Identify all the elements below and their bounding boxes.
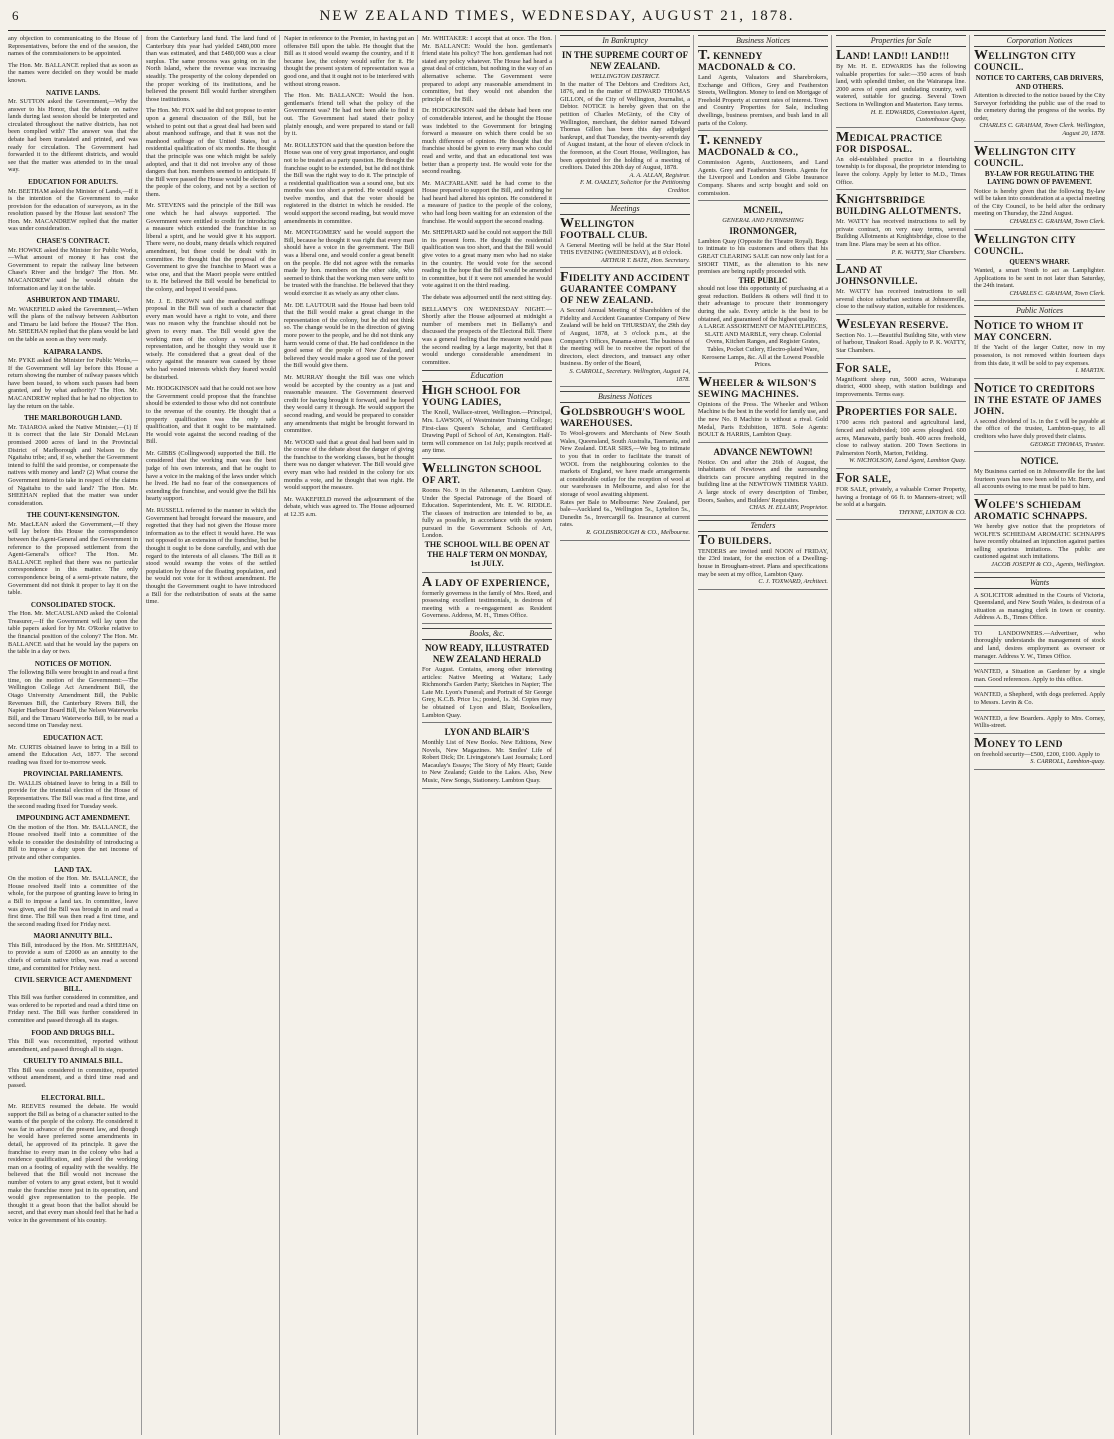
- ad-signature: CHARLES C. GRAHAM, Town Clerk. Wellington, August 20, 1878.: [979, 122, 1105, 137]
- ad-body: A LARGE ASSORTMENT OF MANTELPIECES, SLATE AND MARBLE, very cheap. Colonial Ovens, Kitchen Ranges, and Register Grates, Tables, Pocket Cutlery, Electro-plated Ware, Kerosene Lamps, &c. All at the Lowest Possible Prices.: [698, 323, 828, 369]
- advertisement: [836, 473, 966, 520]
- column-8: [974, 35, 1106, 1435]
- advertisement: [698, 374, 828, 443]
- ad-title: TO BUILDERS.: [698, 532, 772, 548]
- ad-subtitle: NOTICE TO CARTERS, CAB DRIVERS, AND OTHERS.: [975, 74, 1104, 91]
- paragraph: This Bill was recommitted, reported without amendment, and passed through all its stages.: [8, 1038, 138, 1053]
- advertisement: [836, 50, 966, 128]
- ad-title: NOTICE TO CREDITORS IN THE ESTATE OF JAMES JOHN.: [974, 380, 1102, 417]
- subhead: FOOD AND DRUGS BILL.: [31, 1028, 115, 1037]
- ad-body: My Business carried on in Johnsonville for the last fourteen years has now been sold to Mr. Berry, and all accounts owing to me must be paid to him.: [974, 468, 1105, 491]
- paragraph: Mr. J. E. BROWN said the manhood suffrage proposal in the Bill was of such a character that every man would have a right to vote, and there was no reason why the franchise should not be given to every man. The Bill would give the working men of the colony a voice in the representation, and he thought they would use it wisely. He considered that a great deal of the outcry against the measure was caused by those who had vested interests which they feared would be disturbed.: [146, 297, 276, 381]
- ad-body: Mr. WATTY has received instructions to sell by private contract, on very easy terms, several Building Allotments at Knightsbridge, close to the tram line. Plans may be seen at his office.: [836, 218, 966, 248]
- paragraph: This Bill was considered in committee, reported without amendment, and a third time read and passed.: [8, 1066, 138, 1089]
- ad-body: An old-established practice in a flourishing township is for disposal, the proprietor intending to leave the colony. Apply by letter to M.D., Times Office.: [836, 155, 966, 186]
- ad-signature: S. CARROLL, Secretary. Wellington, August 14, 1878.: [569, 368, 690, 383]
- section-header-public-notices: Public Notices: [974, 305, 1105, 317]
- subhead: CIVIL SERVICE ACT AMENDMENT BILL.: [14, 976, 132, 993]
- column-2: [146, 35, 280, 1435]
- ad-announcement: THE SCHOOL WILL BE OPEN AT THE HALF TERM ON MONDAY, 1st JULY.: [424, 540, 550, 569]
- advertisement: [422, 460, 552, 573]
- ad-signature: GEORGE THOMAS, Trustee.: [1030, 440, 1105, 448]
- ad-body: Notice. On and after the 26th of August, the inhabitants of Newtown and the surrounding districts can procure anything required in the building line at the NEWTOWN TIMBER YARD. A large stock of every description of Timber, Doors, Sashes, and Builders' Requisites.: [698, 458, 828, 504]
- paragraph: Mr. SHEPHARD said he could not support the Bill in its present form. He thought the residential qualification was too short, and that the Bill would give votes to a great many men who had no stake in the country. He would vote for the second reading in the hope that the Bill would be amended in committee, but if it were not amended he would vote against it on the third reading.: [422, 229, 552, 290]
- ad-body: Attention is directed to the notice issued by the City Surveyor forbidding the public use of the road to the cemetery during the progress of the works. By order,: [974, 92, 1105, 122]
- section-header-tenders: Tenders: [698, 520, 828, 532]
- paragraph: Mr. WHITAKER: I accept that at once. The Hon. Mr. BALLANCE: Would the hon. gentleman's friend state his policy? The hon. gentleman had not stated any policy whatever. The House had heard a great deal of criticism, but nothing in the way of an alternative scheme. The Government were prepared to adopt any reasonable amendment in committee, but they would not abandon the principle of the Bill.: [422, 35, 552, 103]
- ad-signature: H. E. EDWARDS, Commission Agent, Customhouse Quay.: [870, 108, 966, 124]
- ad-announcement: THE PUBLIC: [738, 275, 788, 285]
- paragraph: Napier in reference to the Premier, in having put an offensive Bill upon the table. He thought that the Bill as it stood would swamp the country, and if it became law, the colony would suffer for it. He thought the present system of representation was a good one, and that it ought not to be interfered with without strong reason.: [284, 35, 414, 88]
- ad-body: Opinions of the Press. The Wheeler and Wilson Machine is the best in the world for family use, and the new No. 8 Machine is without a rival. Gold Medal, Paris Exhibition, 1878. Sole Agents: BOULT & HARRIS, Lambton Quay.: [698, 400, 828, 439]
- ad-subtitle: QUEEN'S WHARF.: [1009, 257, 1070, 266]
- paragraph: Dr. WALLIS obtained leave to bring in a Bill to provide for the triennial election of the House of Representatives. The Bill was read a first time, and the second reading fixed for Tuesday week.: [8, 779, 138, 810]
- advertisement: [560, 215, 690, 269]
- advertisement: [698, 447, 828, 516]
- subhead: NOTICES OF MOTION.: [34, 659, 112, 668]
- paragraph: This Bill was further considered in committee, and was ordered to be reported and read a third time on Friday next. The Bill was further considered in committee and passed through all its stages.: [8, 994, 138, 1024]
- advertisement: [698, 532, 828, 590]
- paragraph: Mr. MACFARLANE said he had come to the House prepared to support the Bill, and nothing he had heard had altered his opinion. He considered it a measure of justice to the people of the colony, who had long been waiting for an extension of the franchise. He would support the second reading.: [422, 179, 552, 225]
- ad-signature: A. A. ALLAN, Registrar.: [629, 171, 690, 179]
- advertisement: [974, 456, 1105, 495]
- ad-title: FIDELITY AND ACCIDENT GUARANTEE COMPANY OF NEW ZEALAND.: [560, 270, 690, 307]
- ad-body: FOR SALE, privately, a valuable Corner Property, having a frontage of 66 ft. to Manners-street; will be sold at a bargain.: [836, 486, 966, 509]
- paper-title: NEW ZEALAND TIMES, WEDNESDAY, AUGUST 21, 1878.: [319, 8, 795, 24]
- paragraph: Mr. WOOD said that a great deal had been said in the course of the debate about the danger of giving the franchise to the working classes, but he thought there was no danger whatever. The Bill would give every man who had resided in the colony for six months a vote, and he thought that was right. He would support the measure.: [284, 438, 414, 492]
- advertisement: [422, 574, 552, 624]
- ad-display-title: LYON AND BLAIR'S: [444, 727, 530, 738]
- advertisement: [974, 630, 1105, 664]
- section-header-properties: Properties for Sale: [836, 35, 966, 47]
- ad-body: Lambton Quay (Opposite the Theatre Royal). Begs to intimate to his customers and others that his GREAT CLEARING SALE can now only last for a SHORT TIME, as the alteration to his new premises are being rapidly proceeded with.: [698, 237, 829, 276]
- ad-body: WANTED, a few Boarders. Apply to Mrs. Corney, Willis-street.: [974, 714, 1105, 730]
- ad-title: KNIGHTSBRIDGE BUILDING ALLOTMENTS.: [836, 192, 962, 218]
- ad-title: FOR SALE,: [836, 360, 892, 376]
- ad-body: on freehold security—£500, £200, £100. Apply to: [974, 750, 1100, 758]
- paragraph: Mr. DE LAUTOUR said the House had been told that the Bill would make a great change in the representation of the colony, but he did not think so. The change would be in the direction of giving more power to the people, and he did not think any harm would come of that. He had confidence in the good sense of the people of New Zealand, and believed they would make a good use of the power the Bill would give them.: [284, 301, 414, 370]
- subhead: EDUCATION ACT.: [43, 734, 103, 743]
- paragraph: Mr. STEVENS said the principle of the Bill was one which he had always supported. The Government were entitled to credit for introducing a measure which extended the franchise in so liberal a spirit, and he would give it his support. There were, no doubt, many details which required amendment, but these could be dealt with in committee. He thought that the proposal of the Government to give the franchise to Maori was a wise one, and that the Maori people were entitled to it. He believed the Bill would be beneficial to the colony, and hoped it would pass.: [146, 202, 276, 293]
- ad-signature: THYNNE, LINTON & CO.: [898, 508, 966, 516]
- advertisement: [836, 316, 966, 359]
- ad-title: WELLINGTON SCHOOL OF ART.: [422, 460, 541, 486]
- advertisement: [560, 272, 690, 387]
- paragraph: Mr. ROLLESTON said that the question before the House was one of very great importance, and ought not to be treated as a party question. He thought the franchise ought to be extended, but he did not think the Bill was the right way to do it. The principle of a residential qualification was a sound one, but six months was too short a period. He would suggest twelve months, and that the voter should be registered in the district in which he resided. He would support the second reading, but would move amendments in committee.: [284, 141, 414, 225]
- paragraph: Mr. GIBBS (Collingwood) supported the Bill. He considered that the working man was the best judge of his own interests, and that he ought to have a voice in the making of the laws under which he lived. He had no fear of the consequences of extending the franchise, and would give the Bill his hearty support.: [146, 449, 276, 503]
- ad-body: A Second Annual Meeting of Shareholders of the Fidelity and Accident Guarantee Company of New Zealand will be held on THURSDAY, the 29th day of August, 1878, at 3 o'clock p.m., at the Company's Offices, Panama-street. The business of the meeting will be to receive the report of the directors, elect directors, and transact any other business. By order of the Board,: [560, 307, 690, 368]
- ad-body: Notice is hereby given that the following By-law will be taken into consideration at a special meeting of the City Council, to be held after the ordinary meeting on Thursday, the 22nd August.: [974, 187, 1105, 218]
- advertisement: [974, 143, 1105, 230]
- column-6: [698, 35, 832, 1435]
- subhead: CHASE'S CONTRACT.: [36, 237, 110, 246]
- ad-signature: CHAS. H. ELLABY, Proprietor.: [749, 504, 828, 512]
- column-1: [8, 35, 142, 1435]
- advertisement: [974, 668, 1105, 687]
- ad-body: Monthly List of New Books. New Editions, New Novels, New Magazines. Mr. Smiles' Life of Robert Dick; Dr. Livingstone's Last Journals; Lord Macaulay's Essays; The Story of My Heart; Guide to New Zealand; Guide to the Lakes. Also, New Music, New Songs, Stationery. Lambton Quay.: [422, 739, 552, 785]
- ad-title: LAND! LAND!! LAND!!!: [836, 48, 950, 63]
- ad-body: Rooms No. 9 in the Athenæum, Lambton Quay. Under the Special Patronage of the Board of Education. Superintendent, Mr. E. W. RIDDLE. The classes of instruction are intended to be, as fully as possible, in accordance with the system pursued in the Government Schools of Art, London.: [422, 486, 552, 540]
- ad-display-title: NOW READY, ILLUSTRATED NEW ZEALAND HERALD: [424, 642, 550, 664]
- ad-signature: C. J. TOXWARD, Architect.: [758, 578, 828, 586]
- ad-title: WHEELER & WILSON'S SEWING MACHINES.: [698, 374, 817, 400]
- subhead: ASHBURTON AND TIMARU.: [26, 296, 120, 305]
- ad-body: Wanted, a smart Youth to act as Lamplighter. Applications to be sent in not later than Saturday, the 24th instant.: [974, 267, 1105, 290]
- ad-body: To Wool-growers and Merchants of New South Wales, Queensland, South Australia, Tasmania, and New Zealand. DEAR SIRS,—We beg to intimate to you that in order to facilitate the transit of WOOL from the neighbouring colonies to the markets of England, we have made arrangements at considerable outlay for the reception of wool at our warehouses in Melbourne, and also for the storage of wool awaiting shipment.: [560, 430, 690, 498]
- ad-signature: CHARLES C. GRAHAM, Town Clerk.: [1009, 289, 1105, 297]
- advertisement: [974, 231, 1105, 302]
- ad-signature: W. NICHOLSON, Land Agent, Lambton Quay.: [848, 457, 966, 465]
- paragraph: Mr. RUSSELL referred to the manner in which the Government had brought forward the measure, and regretted that they had not given the House more information as to the effect it would have. He was not opposed to an extension of the franchise, but he thought it ought to be done carefully, and with due regard to the interests of all classes. The Bill as it stood would swamp the votes of the settled population by those of the floating population, and he would not vote for it without amendment. He thought the Government ought to have introduced a Bill for the redistribution of seats at the same time.: [146, 507, 276, 606]
- ad-title: WESLEYAN RESERVE.: [836, 316, 949, 332]
- ad-body: For August. Contains, among other interesting articles: Native Meeting at Waitara; Lady Richmond's Garden Party; Sketches in Napier; The Late Mr. Lyon's Funeral; and Portrait of Sir George Grey, K.C.B. Price 1s.; posted, 1s. 3d. Copies may be obtained of Lyon and Blair, Booksellers, Lambton Quay.: [422, 665, 552, 719]
- section-header-wants: Wants: [974, 577, 1105, 589]
- advertisement: [974, 691, 1105, 710]
- ad-body: TO LANDOWNERS.—Advertiser, who thoroughly understands the management of stock and land, desires employment as overseer or manager. Address Y. W., Times Office.: [974, 629, 1105, 660]
- subhead: THE COUNT-KENSINGTON.: [26, 511, 120, 520]
- ad-display-title: IRONMONGER,: [729, 225, 797, 236]
- ad-body: A second dividend of 1s. in the £ will be payable at the office of the trustee, Lambton-quay, to all creditors who have duly proved their claims.: [974, 417, 1105, 440]
- ad-signature: P. K. WATTY, Star Chambers.: [891, 248, 966, 256]
- section-header-books: Books, &c.: [422, 628, 552, 640]
- ad-subtitle: GENERAL AND FURNISHING: [722, 217, 804, 225]
- section-header-corporation: Corporation Notices: [974, 35, 1105, 47]
- ad-display-title: MCNEIL,: [743, 205, 783, 216]
- ad-title: GOLDSBROUGH'S WOOL WAREHOUSES.: [560, 404, 685, 430]
- advertisement: [698, 50, 828, 131]
- ad-body: Commission Agents, Auctioneers, and Land Agents. Grey and Featherston Streets. Agents for the Liverpool and London and Globe Insurance Company. Shares and scrip bought and sold on commission.: [698, 159, 828, 197]
- subhead: KAIPARA LANDS.: [43, 347, 103, 356]
- paragraph: any objection to communicating to the House of Representatives, before the end of the session, the names of the commissioners to be appointed.: [8, 35, 138, 58]
- ad-body: We hereby give notice that the proprietors of WOLFE'S SCHIEDAM AROMATIC SCHNAPPS have recently obtained an injunction against parties selling spurious imitations. The public are cautioned against such imitations.: [974, 522, 1105, 561]
- ad-signature: CHARLES C. GRAHAM, Town Clerk.: [1009, 217, 1105, 225]
- subhead: PROVINCIAL PARLIAMENTS.: [23, 770, 123, 779]
- ad-subtitle: BY-LAW FOR REGULATING THE LAYING DOWN OF PAVEMENT.: [984, 169, 1095, 187]
- column-4: [422, 35, 556, 1435]
- advertisement: [422, 385, 552, 459]
- advertisement: [974, 715, 1105, 734]
- ad-subtitle: WELLINGTON DISTRICT.: [590, 73, 660, 80]
- paragraph: Mr. MONTGOMERY said he would support the Bill, because he thought it was right that every man should have a voice in the government. The Bill was a liberal one, and would confer a great benefit on the people. He did not agree with the remarks made by hon. members on the other side, who seemed to think that the working men were unfit to be trusted with the franchise. He believed that they would exercise it as wisely as any other class.: [284, 229, 414, 297]
- advertisement: [974, 592, 1105, 626]
- ad-body: Magnificent sheep run, 5000 acres, Wairarapa district, 4000 sheep, with station buildings and improvements. Terms easy.: [836, 375, 966, 398]
- ad-signature: S. CARROLL, Lambton-quay.: [1030, 758, 1105, 766]
- ad-body: WANTED, a Situation as Gardener by a single man. Good references. Apply to this office.: [974, 668, 1105, 683]
- ad-signature: JACOB JOSEPH & CO., Agents, Wellington.: [991, 560, 1105, 568]
- ad-body: should not lose this opportunity of purchasing at a great reduction. Builders & others will find it to their advantage to procure their ironmongery during the sale. Every article is the best to be obtained, and guaranteed of the highest quality.: [698, 285, 828, 323]
- section-header-business: Business Notices: [698, 35, 828, 47]
- ad-display-title: ADVANCE NEWTOWN!: [713, 446, 813, 457]
- paragraph: Mr. SUTTON asked the Government,—Why the answer to his Honor, that the debate on native lands during last session should be interpreted and circulated throughout the native districts, has not been complied with? The answer was that the debate had been translated and printed, and was ready for circulation. The Government had forwarded it to the different districts, and would see that the matter was attended to in the usual way.: [8, 98, 138, 174]
- ad-signature: ARTHUR T. BATE, Hon. Secretary.: [601, 256, 690, 264]
- ad-body: formerly governess in the family of Mrs. Reed, and possessing excellent testimonials, is desirous of meeting with a re-engagement as Resident Governess. Address, M. H., Times Office.: [422, 589, 552, 620]
- ad-list: Rates per Bale to Melbourne: New Zealand, per bale—Auckland 6s., Wellington 5s., Lyttelton 5s., Dunedin 5s., Invercargill 6s. Insurance at current rates.: [560, 498, 690, 529]
- paragraph: This Bill, introduced by the Hon. Mr. SHEEHAN, to provide a sum of £2000 as an annuity to the chiefs of certain native tribes, was read a second time, and committed for Friday next.: [8, 941, 138, 972]
- paragraph: The Hon. Mr. FOX said he did not propose to enter upon a general discussion of the Bill, but he wished to point out that a great deal had been said about manhood suffrage, and that it was not the manhood suffrage of the United States, but a residential qualification of six months. He thought that the principle was one which might be safely adopted, and that it did not involve any of those dangers that hon. members seemed to anticipate. If the Bill were passed the House would be elected by the people of the colony, and not by a section of them.: [146, 107, 276, 198]
- ad-body: 1700 acres rich pastoral and agricultural land, fenced and subdivided; 100 acres ploughed. 600 acres, Manawatu, partly bush. 400 acres freehold, close to railway station. 200 Town Sections in Palmerston North, Marton, Feilding.: [836, 419, 966, 457]
- paragraph: On the motion of the Hon. Mr. BALLANCE, the House resolved itself into a committee of the whole to consider the desirability of introducing a Bill to impose a duty upon the net income of private and other companies.: [8, 823, 138, 862]
- section-header-education: Education: [422, 370, 552, 382]
- ad-title: WELLINGTON CITY COUNCIL.: [974, 231, 1076, 257]
- ad-title: FOR SALE,: [836, 471, 892, 486]
- paragraph: Mr. REEVES resumed the debate. He would support the Bill as being of a character suited to the wants of the people of the colony. He considered it was far in advance of the present law, and though he would have preferred some amendments in detail, he approved of its principle. It gave the franchise to every man in the colony who had a residence qualification, and placed the working man on a footing of equality with the wealthy. He believed that the Bill would not increase the number of voters to any great extent, but it would make the franchise more just in its operation, and would give representation to the people. He thought it a great boon that the ballot should be secret, and that every man should feel that he had a voice in the government of his country.: [8, 1103, 138, 1224]
- advertisement: [422, 727, 552, 789]
- subhead: IMPOUNDING ACT AMENDMENT.: [16, 814, 130, 823]
- ad-body: TENDERS are invited until NOON of FRIDAY, the 23rd instant, for the erection of a Dwelling-house in Brougham-street. Plans and specifications may be seen at my office, Lambton Quay.: [698, 547, 828, 578]
- ad-title: NOTICE TO WHOM IT MAY CONCERN.: [974, 318, 1084, 344]
- column-7: [836, 35, 970, 1435]
- ad-title: LAND AT JOHNSONVILLE.: [836, 262, 918, 288]
- paragraph: Mr. BEETHAM asked the Minister of Lands,—If it is the intention of the Government to make provision for the education of surveyors, as in the resolution passed by the House last session? The Hon. Mr. MACANDREW replied that the matter was under consideration.: [8, 187, 138, 233]
- paragraph: Mr. HOWKE asked the Minister for Public Works,—What amount of money it has cost the Government to repair the railway line between Chase's River and the bridge? The Hon. Mr. MACANDREW said he would obtain the information and lay it on the table.: [8, 246, 138, 292]
- paragraph: Mr. MURRAY thought the Bill was one which would be accepted by the country as a just and reasonable measure. The Government deserved credit for having brought it forward, and he hoped they would carry it through. He would support the second reading, and would be prepared to consider any amendments that might be brought forward in committee.: [284, 373, 414, 435]
- ad-title: HIGH SCHOOL FOR YOUNG LADIES,: [422, 383, 521, 409]
- advertisement: [560, 406, 690, 540]
- ad-body: A SOLICITOR admitted in the Courts of Victoria, Queensland, and New South Wales, is desirous of a situation as managing clerk in town or country. Address A. B., Times Office.: [974, 591, 1105, 622]
- ad-body: Land Agents, Valuators and Sharebrokers, Exchange and Offices, Grey and Featherston Streets, Wellington. Money to lend on Mortgage of Freehold Property at current rates of interest. Town and Country Properties for Sale, including dwellings, business premises, and bush land in all parts of the Colony.: [698, 74, 828, 127]
- advertisement: [836, 360, 966, 403]
- paragraph: Dr. HODGKINSON said the debate had been one of considerable interest, and he thought the House was indebted to the Government for bringing forward a measure on which there could be so much difference of opinion. He thought that the franchise should be given to every man who could read and write, and that an educational test was better than a property test. He would vote for the second reading.: [422, 107, 552, 176]
- column-5: [560, 35, 694, 1435]
- ad-title: PROPERTIES FOR SALE.: [836, 404, 958, 420]
- advertisement: [836, 406, 966, 469]
- ad-title: WELLINGTON CITY COUNCIL.: [974, 143, 1076, 169]
- advertisement: [974, 496, 1105, 573]
- paragraph: Mr. HODGKINSON said that he could not see how the Government could propose that the franchise should be extended to those who did not contribute to the revenue of the country. He thought that a property qualification was the only safe qualification, and that it ought to be maintained. He would vote against the second reading of the Bill.: [146, 385, 276, 446]
- ad-signature: I. MARTIN.: [1075, 367, 1105, 375]
- paragraph: Mr. PYKE asked the Minister for Public Works,—If the Government will lay before this House a return showing the number of railway passes which have been issued, to whom such passes had been granted, and by what authority? The Hon. Mr. MACANDREW replied that he had no objection to lay the return on the table.: [8, 357, 138, 410]
- subhead: CONSOLIDATED STOCK.: [30, 600, 116, 609]
- ad-body: If the Yacht of the larger Cutter, now in my possession, is not removed within fourteen days from this date, it will be sold to pay expenses.: [974, 344, 1105, 367]
- paragraph: Mr. WAKEFIELD moved the adjournment of the debate, which was agreed to. The House adjourned at 12.35 a.m.: [284, 495, 414, 519]
- paragraph: The Hon. Mr. McCAUSLAND asked the Colonial Treasurer,—If the Government will lay upon the table papers asked for by Mr. O'Rorke relative to the financial position of the colony? The Hon. Mr. BALLANCE said that he would lay the papers on the table in a day or two.: [8, 610, 138, 656]
- paragraph: Mr. CURTIS obtained leave to bring in a Bill to amend the Education Act, 1877. The second reading was fixed for to-morrow week.: [8, 743, 138, 766]
- paragraph: On the motion of the Hon. Mr. BALLANCE, the House resolved itself into a committee of the whole, for the purpose of granting leave to bring in a Bill to impose a land tax. In committee, leave was given, and the Bill was brought in and read a first time. The Bill was then read a first time, and the second reading fixed for Friday next.: [8, 875, 138, 928]
- advertisement: [698, 135, 828, 201]
- ad-title: A LADY OF EXPERIENCE,: [422, 574, 550, 590]
- ad-display-title: NOTICE.: [1020, 456, 1059, 467]
- paragraph: The Hon. Mr. BALLANCE: Would the hon. gentleman's friend tell what the policy of the Government was? He had not been able to find it out. The Government had stated their policy plainly enough, and were prepared to stand or fall by it.: [284, 92, 414, 138]
- columns: [8, 35, 1106, 1435]
- ad-body: The Knoll, Wallace-street, Wellington.—Principal, Mrs. LAWSON, of Westminster Training College; First-class Queen's Scholar, and Certificated Drawing Pupil of School of Art, Kensington. Half-term will commence on 1st July; pupils received at any time.: [422, 409, 552, 455]
- paragraph: Mr. WAKEFIELD asked the Government,—When will the plans of the railway between Ashburton and Timaru be laid before the House? The Hon. Mr. SHEEHAN replied that the plans would be laid on the table as soon as they were ready.: [8, 305, 138, 343]
- column-3: [284, 35, 418, 1435]
- ad-title: WOLFE'S SCHIEDAM AROMATIC SCHNAPPS.: [974, 496, 1088, 522]
- advertisement: [560, 50, 690, 199]
- advertisement: [836, 129, 966, 190]
- ad-body: WANTED, a Shepherd, with dogs preferred. Apply to Messrs. Levin & Co.: [974, 691, 1105, 707]
- ad-title: WELLINGTON CITY COUNCIL.: [974, 48, 1076, 73]
- subhead: LAND TAX.: [54, 865, 92, 874]
- ad-title: MEDICAL PRACTICE FOR DISPOSAL.: [836, 129, 943, 155]
- ad-body: Mr. WATTY has received instructions to sell several choice suburban sections at Johnsonville, close to the railway station, suitable for residences.: [836, 288, 966, 311]
- masthead: [8, 8, 1106, 31]
- ad-title: MONEY TO LEND: [974, 735, 1063, 751]
- section-header-bankruptcy: In Bankruptcy: [560, 35, 690, 47]
- advertisement: [974, 380, 1105, 452]
- ad-note: F. M. OAKLEY, Solicitor for the Petitioning Creditor.: [579, 179, 690, 194]
- paragraph: BELLAMY'S ON WEDNESDAY NIGHT.—Shortly after the House adjourned at midnight a number of members met in Bellamy's and discussed the prospects of the Electoral Bill. There was a general feeling that the measure would pass the second reading by a large majority, but that it would undergo considerable amendment in committee.: [422, 305, 552, 366]
- ad-signature: R. GOLDSBROUGH & CO., Melbourne.: [586, 528, 690, 536]
- advertisement: [836, 264, 966, 315]
- ad-body: A General Meeting will be held at the Star Hotel THIS EVENING (WEDNESDAY), at 8 o'clock.: [560, 241, 690, 257]
- subhead: NATIVE LANDS.: [46, 88, 100, 97]
- subhead: CRUELTY TO ANIMALS BILL.: [23, 1057, 123, 1066]
- advertisement: [836, 194, 966, 260]
- subhead: THE MARLBOROUGH LAND.: [24, 414, 122, 423]
- paragraph: The following Bills were brought in and read a first time, on the motion of the Government:—The Wellington College Act Amendment Bill, the Otago University Amendment Bill, the Public Revenues Bill, the Canterbury Rivers Bill, the Napier Harbour Board Bill, the Nelson Waterworks Bill, and the Timaru Waterworks Bill, to be read a second time on Tuesday next.: [8, 669, 138, 730]
- subhead: EDUCATION FOR ADULTS.: [28, 178, 118, 186]
- advertisement: [974, 320, 1105, 378]
- ad-body: Section No. 1.—Beautiful Building Site, with view of harbour, Tinakori Road. Apply to P. K. WATTY, Star Chambers.: [836, 331, 966, 355]
- advertisement: [698, 205, 828, 373]
- advertisement: [974, 50, 1105, 142]
- ad-body: In the matter of The Debtors and Creditors Act, 1876, and in the matter of EDWARD THOMAS GILLON, of the City of Wellington, Journalist, a Debtor. NOTICE is hereby given that on the petition of Charles McGinty, of the City of Wellington, merchant, the debtor named Edward Thomas Gillon has been this day adjudged bankrupt, and that Tuesday, the twenty-seventh day of August instant, at the hour of eleven o'clock in the forenoon, at the Court House, Wellington, has been appointed for the holding of a meeting of creditors. Dated this 20th day of August, 1878.: [560, 80, 690, 172]
- ad-display-title: IN THE SUPREME COURT OF NEW ZEALAND.: [561, 50, 689, 71]
- ad-body: By Mr. H. E. EDWARDS has the following valuable properties for sale:—350 acres of bush land, with splendid timber, on the Wairarapa line. 2000 acres of open and undulating country, well watered, suitable for grazing. Several Town Sections in Wellington and Masterton. Easy terms.: [836, 63, 966, 108]
- section-header-business: Business Notices: [560, 391, 690, 403]
- subhead: ELECTORAL BILL.: [41, 1093, 105, 1102]
- section-header-meetings: Meetings: [560, 203, 690, 215]
- subhead: MAORI ANNUITY BILL.: [33, 932, 113, 941]
- advertisement: [422, 643, 552, 723]
- paragraph: The debate was adjourned until the next sitting day.: [422, 294, 552, 301]
- paragraph: Mr. TAIAROA asked the Native Minister,—(1) If it is correct that the late Sir Donald McLean promised 2000 acres of land in the Provincial District of Marlborough and Nelson to the Ngaitahu tribe; and, if so, whether the Government intend to fulfil the said promise, or compensate the natives with money and land? (2) What course the Government intend to take in respect of the claims of Ngaitahu to the said land? The Hon. Mr. SHEEHAN replied that the matter was under consideration.: [8, 423, 138, 507]
- advertisement: [974, 735, 1105, 770]
- paragraph: from the Canterbury land fund. The land fund of Canterbury this year had yielded £480,000 more than was estimated, and that £480,000 was a clear surplus. The same process was going on in the North Island, where the revenue was increasing steadily. The prosperity of the colony depended on the proper working of its institutions, and he believed the present Bill would further strengthen those institutions.: [146, 35, 276, 103]
- ad-title: T. KENNEDY MACDONALD & CO.: [698, 48, 796, 73]
- ad-title: T. KENNEDY MACDONALD & CO.,: [698, 133, 799, 159]
- ad-title: WELLINGTON FOOTBALL CLUB.: [560, 215, 648, 241]
- paragraph: Mr. MacLEAN asked the Government,—If they will lay before this House the correspondence between the Agent-General and the Government in reference to the proposed settlement from the Agent-General's office? The Hon. Mr. BALLANCE replied that there was no particular correspondence in this matter. The only correspondence being of a semi-private nature, the Government did not think it proper to lay it on the table.: [8, 520, 138, 597]
- paragraph: The Hon. Mr. BALLANCE replied that as soon as the names were decided on they would be made known.: [8, 61, 138, 84]
- left-folio: 6: [12, 8, 19, 23]
